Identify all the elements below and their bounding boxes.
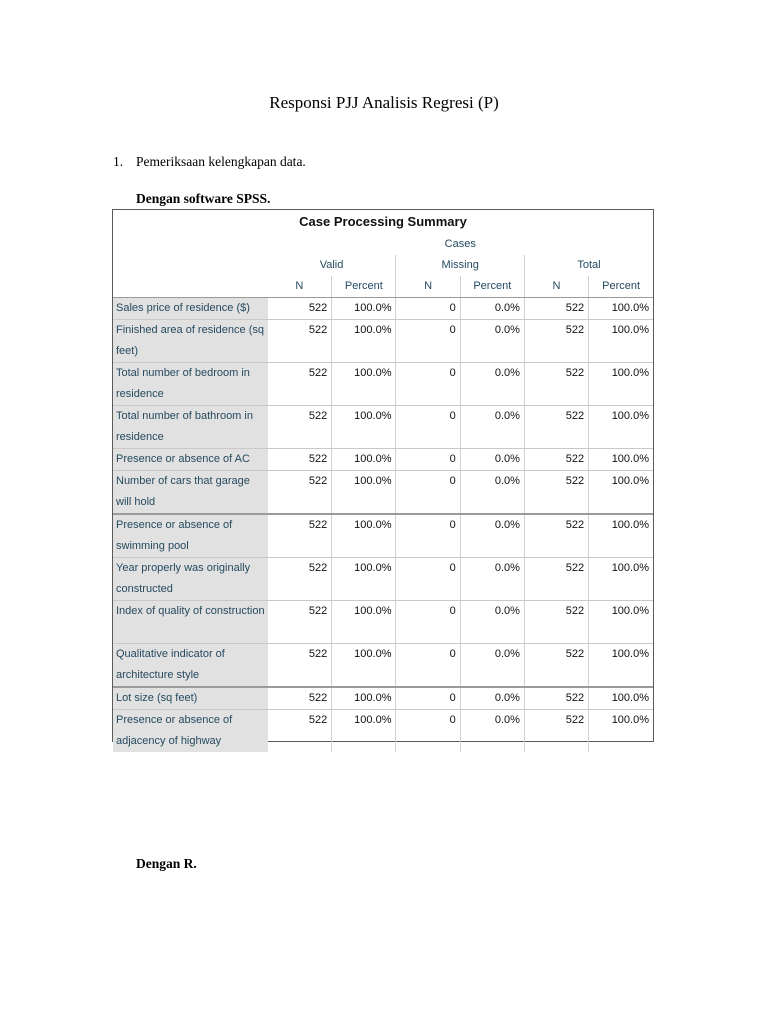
header-col-n: N	[524, 276, 588, 298]
table-cell: 100.0%	[332, 601, 396, 644]
table-cell: 0.0%	[460, 363, 524, 406]
table-cell: 100.0%	[589, 644, 653, 688]
spss-output-table	[112, 209, 654, 747]
table-cell: 0.0%	[460, 514, 524, 558]
table-row	[113, 687, 653, 710]
table-cell: 0	[396, 687, 460, 710]
row-label: Presence or absence of AC	[113, 449, 268, 471]
header-col-percent: Percent	[460, 276, 524, 298]
table-cell: 0	[396, 558, 460, 601]
table-cell: 100.0%	[589, 449, 653, 471]
table-cell: 100.0%	[332, 406, 396, 449]
table-cell: 100.0%	[589, 558, 653, 601]
row-label: Sales price of residence ($)	[113, 298, 268, 320]
table-row	[113, 471, 653, 515]
table-row	[113, 710, 653, 753]
table-cell: 522	[524, 320, 588, 363]
table-cell: 522	[268, 406, 332, 449]
header-col-percent: Percent	[332, 276, 396, 298]
table-cell: 0.0%	[460, 710, 524, 753]
table-cell: 100.0%	[589, 363, 653, 406]
table-cell: 0	[396, 406, 460, 449]
table-cell: 0.0%	[460, 406, 524, 449]
table-cell: 522	[268, 298, 332, 320]
row-label: Total number of bathroom in residence	[113, 406, 268, 449]
table-cell: 0	[396, 363, 460, 406]
table-cell: 522	[524, 406, 588, 449]
header-group-valid: Valid	[268, 255, 396, 276]
table-cell: 0	[396, 644, 460, 688]
list-item-1	[113, 154, 306, 170]
table-cell: 100.0%	[589, 471, 653, 515]
table-cell: 522	[524, 514, 588, 558]
header-row-groups	[113, 255, 653, 276]
table-row	[113, 363, 653, 406]
table-cell: 0	[396, 298, 460, 320]
table-cell: 522	[268, 320, 332, 363]
table-cell: 100.0%	[332, 644, 396, 688]
heading-r: Dengan R.	[136, 856, 197, 871]
table-cell: 100.0%	[332, 514, 396, 558]
table-cell: 522	[524, 687, 588, 710]
header-group-total: Total	[577, 259, 601, 271]
table-cell: 0.0%	[460, 687, 524, 710]
case-processing-table	[113, 234, 653, 752]
header-col-percent: Percent	[589, 276, 653, 298]
table-cell: 522	[524, 363, 588, 406]
table-cell: 522	[268, 363, 332, 406]
row-label: Presence or absence of swimming pool	[113, 514, 268, 558]
table-cell: 522	[524, 449, 588, 471]
row-label: Qualitative indicator of architecture style	[113, 644, 268, 688]
table-cell: 522	[268, 514, 332, 558]
table-row	[113, 601, 653, 644]
header-group-missing: Missing	[396, 255, 524, 276]
list-number: 1.	[113, 154, 124, 169]
table-cell: 522	[268, 449, 332, 471]
header-cases: Cases	[444, 238, 476, 250]
table-cell: 0	[396, 471, 460, 515]
table-cell: 522	[268, 687, 332, 710]
row-label: Year properly was originally constructed	[113, 558, 268, 601]
table-cell: 522	[268, 644, 332, 688]
table-cell: 100.0%	[332, 687, 396, 710]
table-cell: 100.0%	[332, 471, 396, 515]
table-cell: 0.0%	[460, 471, 524, 515]
header-col-n: N	[396, 276, 460, 298]
table-cell: 100.0%	[332, 710, 396, 753]
row-label: Total number of bedroom in residence	[113, 363, 268, 406]
table-cell: 0	[396, 449, 460, 471]
table-row	[113, 514, 653, 558]
row-label: Finished area of residence (sq feet)	[113, 320, 268, 363]
list-item-text: Pemeriksaan kelengkapan data.	[136, 154, 306, 169]
table-cell: 100.0%	[332, 363, 396, 406]
table-cell: 522	[268, 558, 332, 601]
table-cell: 100.0%	[589, 298, 653, 320]
row-label: Number of cars that garage will hold	[113, 471, 268, 515]
table-cell: 0.0%	[460, 449, 524, 471]
table-row	[113, 558, 653, 601]
table-cell: 100.0%	[332, 320, 396, 363]
header-col-n: N	[268, 276, 332, 298]
table-cell: 0	[396, 514, 460, 558]
table-cell: 0.0%	[460, 320, 524, 363]
table-cell: 522	[268, 601, 332, 644]
table-cell: 522	[524, 558, 588, 601]
table-cell: 522	[524, 601, 588, 644]
row-label: Index of quality of construction	[113, 601, 268, 644]
header-row-cases	[113, 234, 653, 255]
table-cell: 0	[396, 320, 460, 363]
table-row	[113, 449, 653, 471]
header-row-columns	[113, 276, 653, 298]
table-title: Case Processing Summary	[299, 214, 467, 229]
table-row	[113, 320, 653, 363]
table-row	[113, 406, 653, 449]
table-cell: 100.0%	[332, 298, 396, 320]
table-cell: 100.0%	[332, 449, 396, 471]
table-cell: 522	[524, 471, 588, 515]
table-cell: 100.0%	[611, 714, 649, 726]
row-label: Presence or absence of adjacency of highway	[113, 710, 268, 753]
table-cell: 0	[396, 601, 460, 644]
table-cell: 522	[524, 710, 588, 753]
table-cell: 100.0%	[589, 406, 653, 449]
table-cell: 100.0%	[589, 320, 653, 363]
table-cell: 522	[524, 298, 588, 320]
heading-spss: Dengan software SPSS.	[136, 191, 271, 206]
table-row	[113, 298, 653, 320]
table-cell: 0	[396, 710, 460, 753]
table-cell: 522	[524, 644, 588, 688]
table-cell: 522	[268, 471, 332, 515]
row-label: Lot size (sq feet)	[113, 687, 268, 710]
table-cell: 0.0%	[460, 558, 524, 601]
table-cell: 100.0%	[589, 687, 653, 710]
table-cell: 0.0%	[460, 644, 524, 688]
table-cell: 0.0%	[460, 298, 524, 320]
table-cell: 100.0%	[332, 558, 396, 601]
table-row	[113, 644, 653, 688]
table-cell: 100.0%	[589, 601, 653, 644]
table-cell: 522	[268, 710, 332, 753]
table-cell: 100.0%	[589, 514, 653, 558]
document-title: Responsi PJJ Analisis Regresi (P)	[269, 93, 499, 112]
table-cell: 0.0%	[460, 601, 524, 644]
